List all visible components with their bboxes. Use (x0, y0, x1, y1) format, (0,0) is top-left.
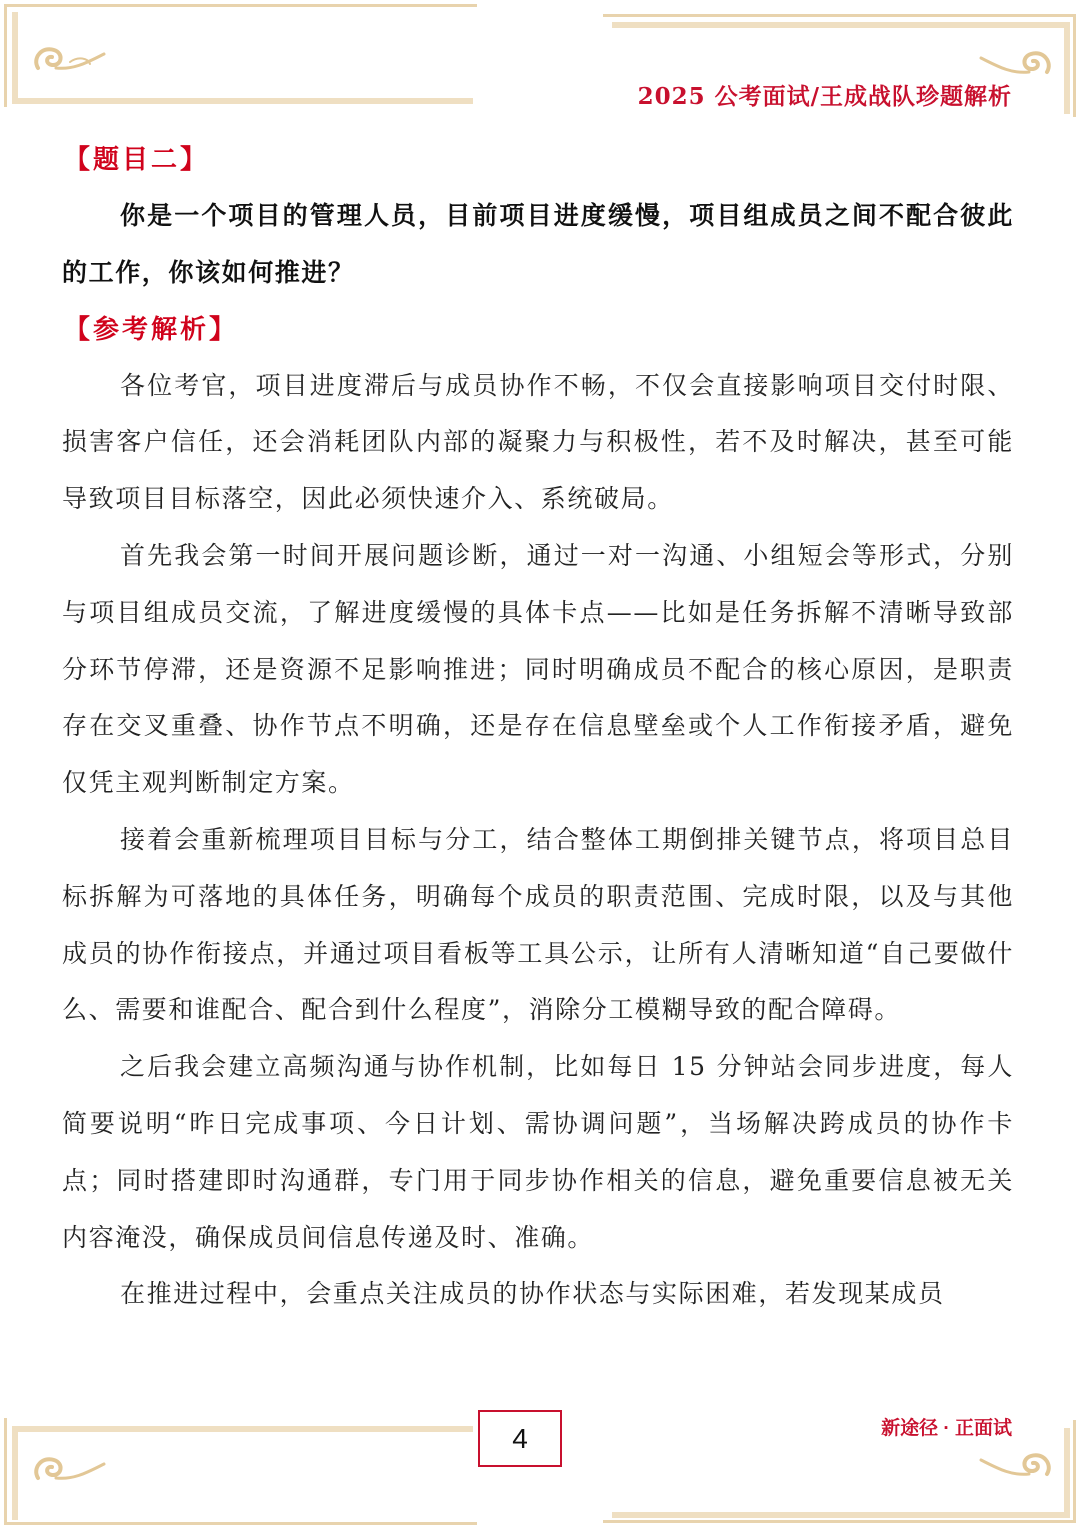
analysis-paragraph: 各位考官，项目进度滞后与成员协作不畅，不仅会直接影响项目交付时限、损害客户信任，还会消耗团队内部的凝聚力与积极性，若不及时解决，甚至可能导致项目目标落空，因此必须快速介入、系统破局。 (62, 370, 1014, 514)
analysis-paragraph: 在推进过程中，会重点关注成员的协作状态与实际困难，若发现某成员 (120, 1279, 945, 1309)
question-label: 【题目二】 (64, 145, 210, 175)
page-number: 4 (478, 1410, 562, 1467)
question-text: 你是一个项目的管理人员，目前项目进度缓慢，项目组成员之间不配合彼此的工作，你该如何推进？ (62, 201, 1014, 287)
main-content (62, 132, 1014, 1323)
cloud-swirl-icon (30, 40, 110, 80)
analysis-paragraph: 之后我会建立高频沟通与协作机制，比如每日 15 分钟站会同步进度，每人简要说明“昨日完成事项、今日计划、需协调问题”，当场解决跨成员的协作卡点；同时搭建即时沟通群，专门用于同步协作相关的信息，避免重要信息被无关内容淹没，确保成员间信息传递及时、准确。 (62, 1052, 1014, 1252)
footer-brand: 新途径 · 正面试 (881, 1418, 1012, 1439)
analysis-paragraph: 接着会重新梳理项目目标与分工，结合整体工期倒排关键节点，将项目总目标拆解为可落地的具体任务，明确每个成员的职责范围、完成时限，以及与其他成员的协作衔接点，并通过项目看板等工具公示，让所有人清晰知道“自己要做什么、需要和谁配合、配合到什么程度”，消除分工模糊导致的配合障碍。 (62, 824, 1014, 1025)
header-title: 2025 公考面试/王成战队珍题解析 (637, 83, 1012, 110)
cloud-swirl-icon (30, 1450, 110, 1490)
analysis-paragraph: 首先我会第一时间开展问题诊断，通过一对一沟通、小组短会等形式，分别与项目组成员交流，了解进度缓慢的具体卡点——比如是任务拆解不清晰导致部分环节停滞，还是资源不足影响推进；同时明确成员不配合的核心原因，是职责存在交叉重叠、协作节点不明确，还是存在信息壁垒或个人工作衔接矛盾，避免仅凭主观判断制定方案。 (62, 540, 1014, 798)
cloud-swirl-icon (975, 1446, 1055, 1486)
analysis-label: 【参考解析】 (64, 314, 239, 345)
